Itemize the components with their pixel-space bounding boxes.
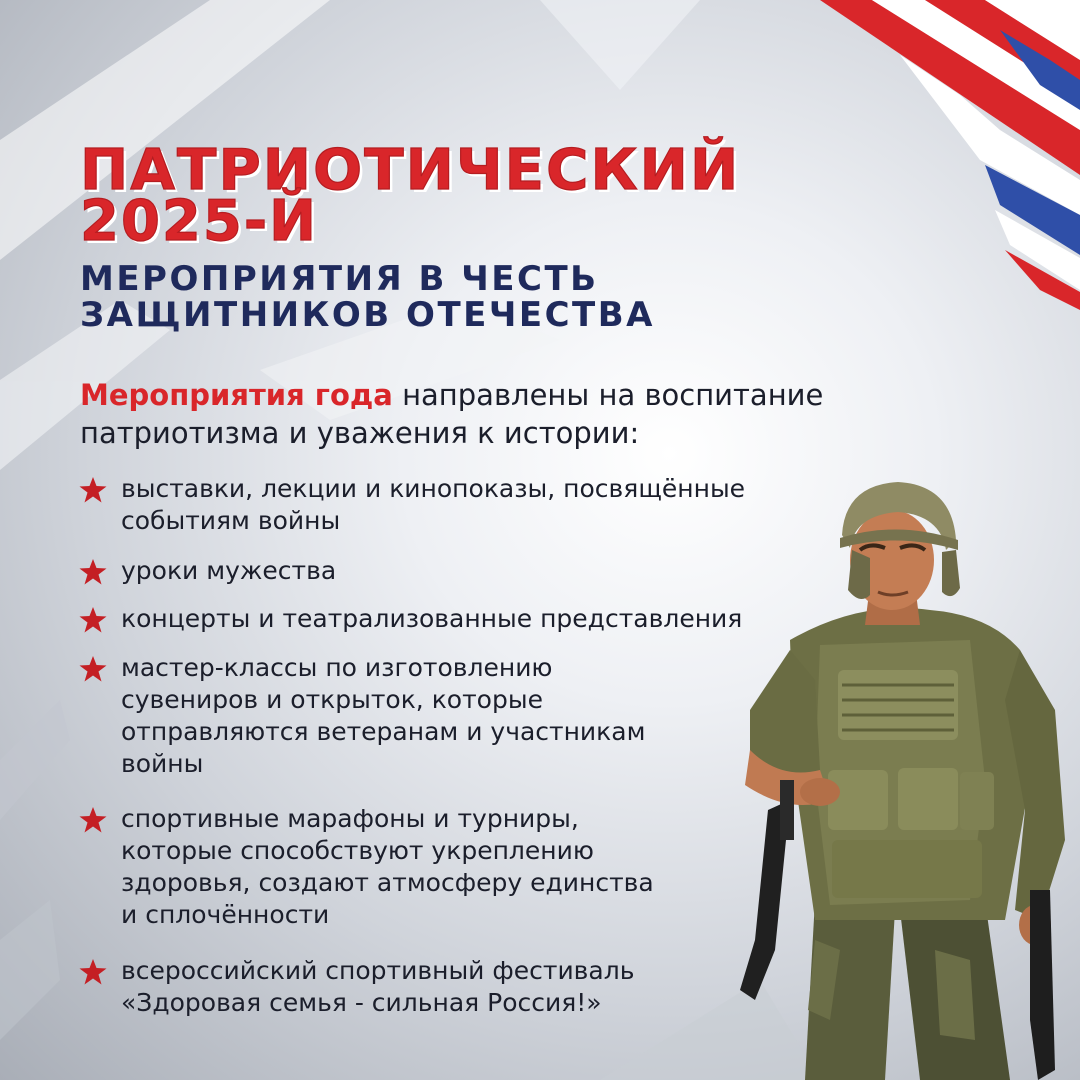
list-item-text: выставки, лекции и кинопоказы, посвящённые событиям войны (121, 474, 746, 535)
pistol (1030, 890, 1055, 1080)
title-line-2: 2025-Й (80, 189, 318, 254)
subtitle-line-1: МЕРОПРИЯТИЯ В ЧЕСТЬ (80, 259, 599, 299)
red-star-icon (78, 606, 108, 634)
red-star-icon (78, 806, 108, 834)
intro-paragraph (80, 376, 900, 452)
soldier-illustration (720, 480, 1080, 1080)
intro-accent: Мероприятия года (80, 378, 393, 412)
red-star-icon (78, 476, 108, 504)
red-star-icon (78, 558, 108, 586)
list-item-text: всероссийский спортивный фестиваль «Здоровая семья - сильная Россия!» (121, 956, 635, 1017)
subtitle-line-2: ЗАЩИТНИКОВ ОТЕЧЕСТВА (80, 295, 655, 335)
list-item-text: мастер-классы по изготовлению сувениров и открыток, которые отправляются ветеранам и участникам войны (121, 653, 646, 778)
red-star-icon (78, 958, 108, 986)
title-line-1: ПАТРИОТИЧЕСКИЙ (80, 138, 741, 203)
intro-rest: направлены на воспитание патриотизма и уважения к истории: (80, 378, 824, 450)
tricolor-stripes (820, 0, 1080, 310)
list-item-text: спортивные марафоны и турниры, которые способствуют укреплению здоровья, создают атмосферу единства и сплочённости (121, 804, 654, 929)
red-star-icon (78, 655, 108, 683)
list-item-text: уроки мужества (121, 556, 337, 585)
list-item-text: концерты и театрализованные представления (121, 604, 743, 633)
